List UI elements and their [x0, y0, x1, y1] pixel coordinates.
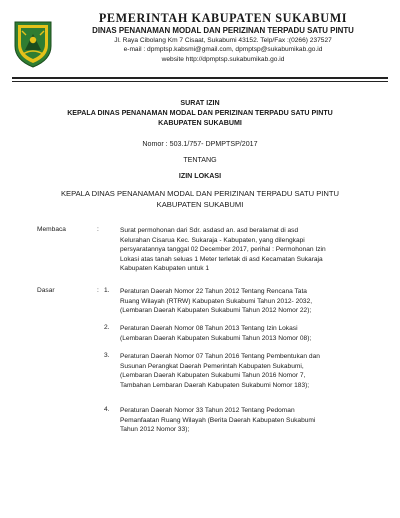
membaca-line: Lokasi atas tanah seluas 1 Meter terletak di asd Kecamatan Sukaraja [120, 255, 323, 263]
membaca-line: persyaratannya tanggal 02 December 2017, perihal : Permohonan Izin [120, 246, 326, 253]
dasar-item-line: (Lembaran Daerah Kabupaten Sukabumi Tahun 2016 Nomor 7, [120, 372, 306, 379]
department-name: DINAS PENANAMAN MODAL DAN PERIZINAN TERPADU SATU PINTU [92, 26, 354, 35]
membaca-line: Kabupaten Kabupaten untuk 1 [120, 265, 210, 272]
dasar-item-number: 3. [104, 352, 110, 359]
issuer-title: KEPALA DINAS PENANAMAN MODAL DAN PERIZINAN TERPADU SATU PINTU [67, 109, 333, 117]
membaca-line: Surat permohonan dari Sdr. asdasd an. asd beralamat di asd [120, 227, 299, 234]
dasar-item-4 [120, 406, 382, 435]
dasar-colon: : [97, 287, 99, 294]
dasar-item-line: (Lembaran Daerah Kabupaten Sukabumi Tahun 2012 Nomor 22); [120, 307, 312, 314]
dasar-item-line: Tambahan Lembaran Daerah Kabupaten Sukabumi Nomor 183); [120, 381, 310, 389]
permit-subject: IZIN LOKASI [178, 172, 222, 180]
membaca-text [120, 226, 382, 274]
about-heading: TENTANG [183, 156, 217, 164]
dasar-item-line: Tahun 2012 Nomor 33); [120, 426, 190, 433]
dasar-item-number: 2. [104, 324, 110, 331]
issuer-line-1: KEPALA DINAS PENANAMAN MODAL DAN PERIZINAN TERPADU SATU PINTU [60, 189, 340, 198]
regency-emblem-logo [13, 20, 53, 68]
membaca-colon: : [97, 226, 99, 233]
dasar-item-3 [120, 352, 382, 390]
letter-number: Nomor : 503.1/757- DPMPTSP/2017 [142, 140, 258, 148]
dasar-item-line: Ruang Wilayah (RTRW) Kabupaten Sukabumi Tahun 2012- 2032, [120, 297, 313, 305]
dasar-item-number: 4. [104, 406, 110, 413]
dasar-item-number: 1. [104, 287, 110, 294]
dasar-item-line: Peraturan Daerah Nomor 08 Tahun 2013 Tentang Izin Lokasi [120, 325, 298, 332]
letterhead-divider-thin [12, 81, 388, 82]
dasar-item-line: Pemanfaatan Ruang Wilayah (Berita Daerah Kabupaten Sukabumi [120, 416, 316, 424]
government-name: PEMERINTAH KABUPATEN SUKABUMI [98, 11, 348, 25]
dasar-item-line: Peraturan Daerah Nomor 07 Tahun 2016 Tentang Pembentukan dan [120, 353, 320, 360]
dasar-item-line: Peraturan Daerah Nomor 22 Tahun 2012 Tentang Rencana Tata [120, 288, 307, 295]
dasar-item-1 [120, 287, 382, 316]
issuer-region: KABUPATEN SUKABUMI [158, 119, 242, 127]
membaca-label: Membaca [37, 226, 66, 233]
dasar-item-line: Susunan Perangkat Daerah Pemerintah Kabupaten Sukabumi, [120, 362, 304, 370]
office-website: website http://dpmptsp.sukabumikab.go.id [161, 55, 285, 63]
membaca-line: Kelurahan Cisarua Kec. Sukaraja - Kabupaten, yang dilengkapi [120, 236, 305, 244]
letterhead-divider-thick [12, 77, 388, 79]
dasar-item-line: (Lembaran Daerah Kabupaten Sukabumi Tahun 2013 Nomor 08); [120, 334, 312, 342]
dasar-label: Dasar [37, 287, 55, 294]
office-address: Jl. Raya Cibolang Km 7 Cisaat, Sukabumi 43152. Telp/Fax :(0266) 237527 [114, 37, 332, 44]
issuer-line-2: KABUPATEN SUKABUMI [156, 200, 244, 209]
dasar-item-2 [120, 324, 382, 343]
dasar-item-line: Peraturan Daerah Nomor 33 Tahun 2012 Tentang Pedoman [120, 407, 295, 414]
letterhead [55, 11, 391, 64]
office-email: e-mail : dpmptsp.kabsmi@gmail.com, dpmptsp@sukabumikab.go.id [123, 46, 323, 54]
document-title: SURAT IZIN [180, 99, 220, 107]
